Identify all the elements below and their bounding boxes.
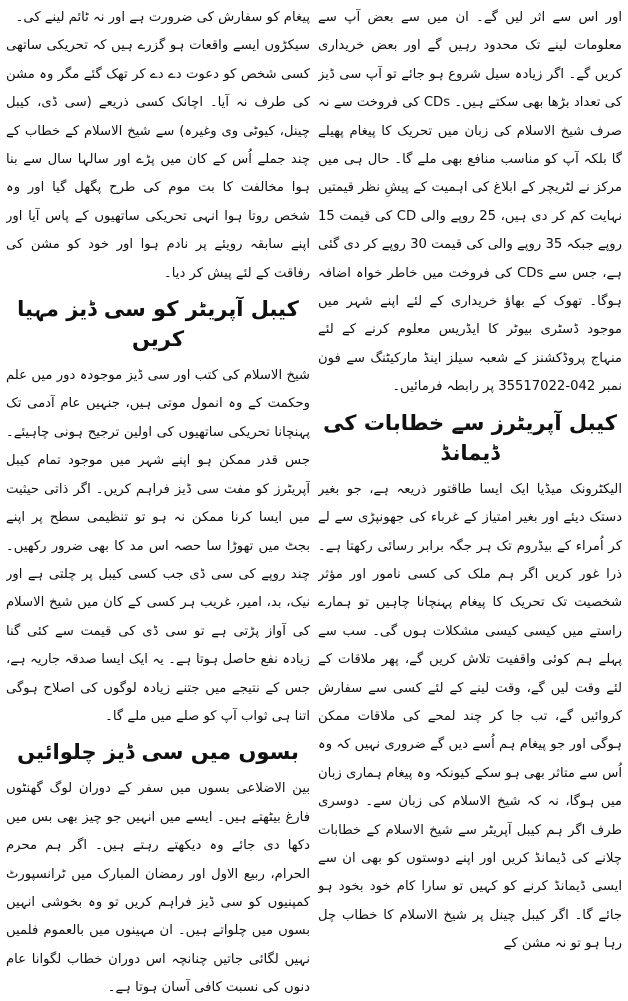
right-paragraph-2: الیکٹرونک میڈیا ایک ایسا طاقتور ذریعہ ہے، جو بغیر دستک دیئے اور بغیر امتیاز کے غرباء کی جھونپڑی سے لے کر اُمراء کے بیڈروم تک ہر جگہ برابر رسائی رکھتا ہے۔ ذرا غور کریں اگر ہم ملک کی کسی نامور اور مؤثر شخصیت تک تحریک کا پیغام پہنچانا چاہیں تو ہمارے راستے میں کیسی کیسی مشکلات ہوں گی۔ سب سے پہلے ہم کوئی واقفیت تلاش کریں گے، پھر ملاقات کے لئے وقت لیں گے، وقت لینے کے لئے کسی سے سفارش کروائیں گے، تب جا کر چند لمحے کی ملاقات ممکن ہوگی اور جو پیغام ہم اُسے دیں گے ضروری نہیں کہ وہ اُس سے متاثر بھی ہو سکے کیونکہ وہ پیغام ہماری زبان میں ہوگا، نہ کہ شیخ الاسلام کی زبان سے۔ دوسری طرف اگر ہم کیبل آپریٹر سے شیخ الاسلام کے خطابات چلانے کی ڈیمانڈ کریں اور اپنے دوستوں کو بھی ان سے ایسی ڈیمانڈ کرنے کو کہیں تو سارا کام خود بخود ہو جائے گا۔ اگر کیبل چینل پر شیخ الاسلام کا خطاب چل رہا ہو تو نہ مشن کے bbox=[318, 481, 622, 952]
right-heading-cable-demand: کیبل آپریٹرز سے خطابات کی ڈیمانڈ bbox=[323, 410, 617, 465]
left-heading-bus-cds: بسوں میں سی ڈیز چلوائیں bbox=[17, 740, 299, 765]
left-column bbox=[6, 4, 310, 997]
left-paragraph-2: سیکڑوں ایسے واقعات ہو گزرے ہیں کہ تحریکی ساتھی کسی شخص کو دعوت دے دے کر تھک گئے مگر وہ مشن کی طرف نہ آیا۔ اچانک کسی ذریعے (سی ڈی، کیبل چینل، کیوٹی وی وغیرہ) سے شیخ الاسلام کے خطاب کے چند جملے اُس کے کان میں پڑے اور سالہا سال سے بنا ہوا مخالفت کا بت موم کی طرح پگھل گیا اور وہ شخص روتا ہوا انہی تحریکی ساتھیوں کے پاس آیا اور اپنے سابقہ رویئے پر نادم ہوا اور خود کو مشن کی رفاقت کے لئے پیش کر دیا۔ bbox=[6, 38, 310, 281]
left-paragraph-1: پیغام کو سفارش کی ضرورت ہے اور نہ ٹائم لینے کی۔ bbox=[15, 10, 310, 25]
right-paragraph-1: اور اس سے اثر لیں گے۔ ان میں سے بعض آپ سے معلومات لینے تک محدود رہیں گے اور بعض خریداری کریں گے۔ اگر زیادہ سیل شروع ہو جائے تو آپ سی ڈیز کی تعداد بڑھا بھی سکتے ہیں۔ CDs کی فروخت سے نہ صرف شیخ الاسلام کی زبان میں تحریک کا پیغام پھیلے گا بلکہ آپ کو مناسب منافع بھی ملے گا۔ حال ہی میں مرکز نے لٹریچر کے ابلاغ کی اہمیت کے پیشِ نظر قیمتیں نہایت کم کر دی ہیں، 25 روپے والی CD کی قیمت 15 روپے جبکہ 35 روپے والی کی قیمت 30 روپے کر دی گئی ہے، جس سے CDs کی فروخت میں خاطر خواہ اضافہ ہوگا۔ تھوک کے بھاؤ خریداری کے لئے اپنے شہر میں موجود ڈسٹری بیوٹر کا ایڈریس معلوم کرنے کے لئے منہاج پروڈکشنز کے شعبہ سیلز اینڈ مارکیٹنگ سے فون نمبر 042-35517022 پر رابطہ فرمائیں۔ bbox=[318, 10, 622, 395]
left-section2-paragraph: بین الاضلاعی بسوں میں سفر کے دوران لوگ گھنٹوں فارغ بیٹھتے ہیں۔ ایسے میں انہیں جو چیز بھی بس میں دکھا دی جائے وہ دیکھتے رہتے ہیں۔ اگر ہم محرم الحرام، ربیع الاول اور رمضان المبارک میں ٹرانسپورٹ کمپنیوں کو سی ڈیز فراہم کریں تو وہ بخوشی انہیں بسوں میں چلواتے ہیں۔ ان مہینوں میں بالعموم فلمیں نہیں لگائی جاتیں چنانچہ اس دوران خطاب لگوانا عام دنوں کی نسبت کافی آسان ہوتا ہے۔ bbox=[6, 781, 310, 996]
right-column bbox=[318, 4, 622, 997]
left-heading-cable-cds: کیبل آپریٹر کو سی ڈیز مہیا کریں bbox=[17, 297, 299, 352]
left-section1-paragraph: شیخ الاسلام کی کتب اور سی ڈیز موجودہ دور میں علم وحکمت کے وہ انمول موتی ہیں، جنہیں عام آدمی تک پہنچانا تحریکی ساتھیوں کی اولین ترجیح ہونی چاہیئے۔ جس قدر ممکن ہو اپنے شہر میں موجود تمام کیبل آپریٹرز کو مفت سی ڈیز فراہم کریں۔ اگر ذاتی حیثیت میں ایسا کرنا ممکن نہ ہو تو تنظیمی سطح پر اپنے بجٹ میں تھوڑا سا حصہ اس مد کا بھی ضرور رکھیں۔ چند روپے کی سی ڈی جب کسی کیبل پر چلتی ہے اور نیک، بد، امیر، غریب ہر کسی کے کان میں شیخ الاسلام کی آواز پڑتی ہے تو سی ڈی کی قیمت سے کئی گنا زیادہ نفع حاصل ہوتا ہے۔ یہ ایک ایسا صدقہ جاریہ ہے، جس کے نتیجے میں جتنے زیادہ لوگوں کی اصلاح ہوگی اتنا ہی ثواب آپ کو صلے میں ملے گا۔ bbox=[6, 368, 310, 724]
